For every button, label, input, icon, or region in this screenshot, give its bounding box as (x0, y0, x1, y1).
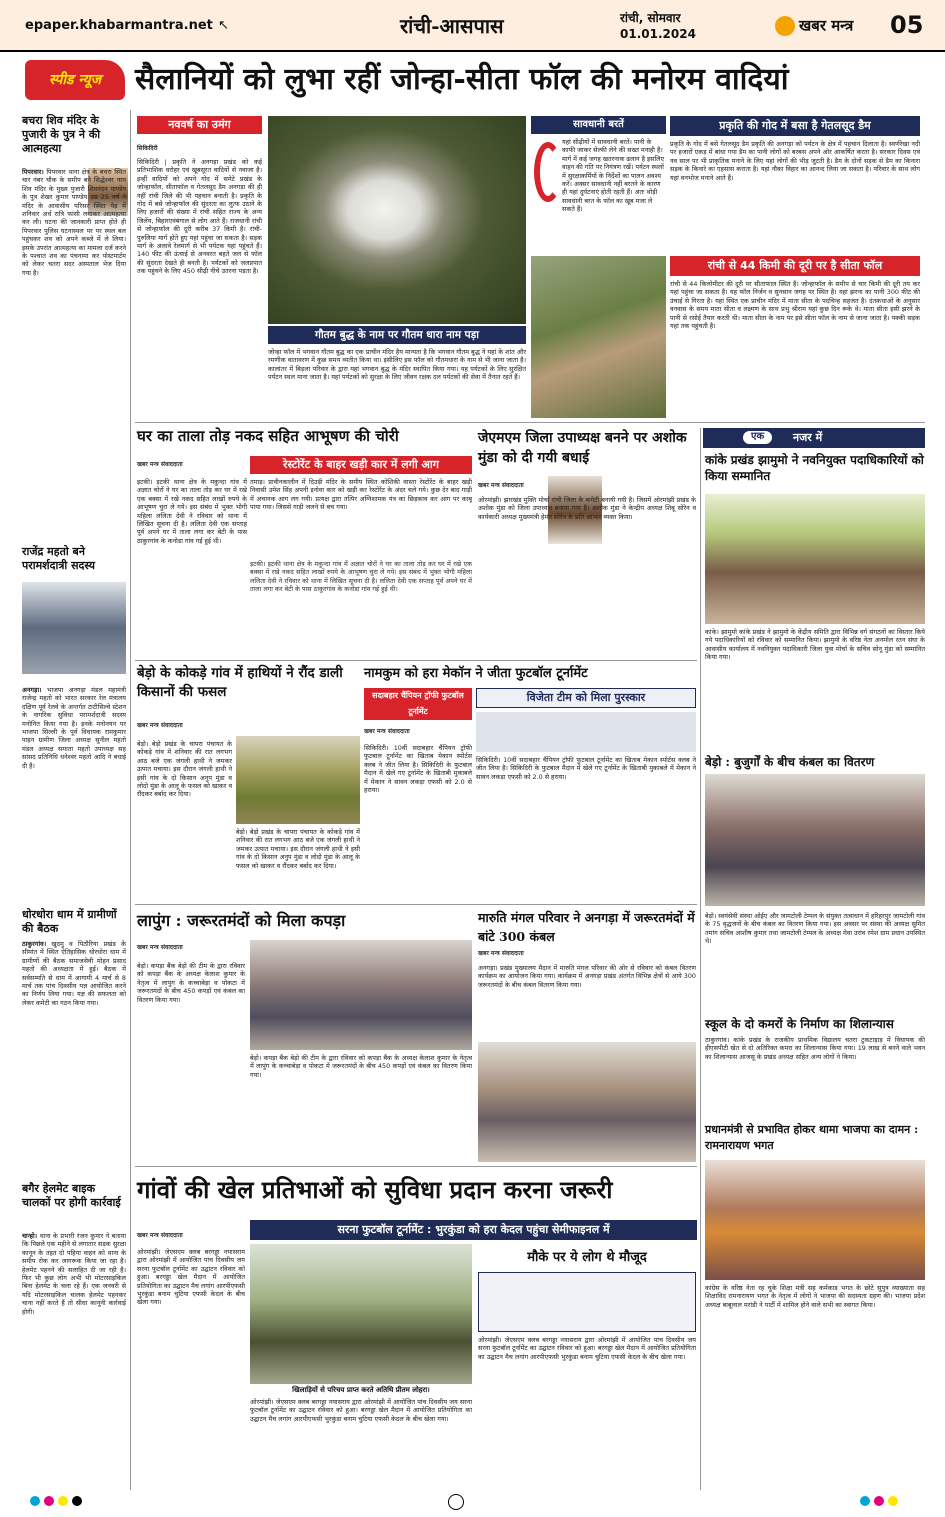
ek-nazar-kicker2: नजर में (793, 431, 823, 444)
epaper-url[interactable]: epaper.khabarmantra.net (25, 18, 213, 33)
left-story3-dateline: ठाकुरगांव। (22, 940, 47, 948)
speed-news-badge (25, 60, 125, 100)
brand-name: खबर मन्त्र (799, 16, 854, 35)
jmm-headline: जेएमएम जिला उपाध्यक्ष बनने पर अशोक मुंडा को दी गयी बधाई (478, 430, 687, 466)
page-header (0, 0, 945, 52)
elephant-byline: खबर मन्त्र संवाददाता (137, 722, 183, 729)
color-registration-left (30, 1496, 86, 1509)
jmm-body: ओरमांझी। झारखंड मुक्ति मोर्चा रांची जिला के कमेटी बनायी गयी है। जिसमें ओरमांझी प्रखंड के अशोक मुंडा को जिला उपाध्यक्ष बनाया गया है। अशोक मुंडा ने केन्द्रीय अध्यक्ष शिबू सोरेन व कार्यकारी अध्यक्ष मुख्यमंत्री हेमंत सोरेन के प्रति आभार व्यक्त किया। (478, 496, 696, 521)
sitafall-title: रांची से 44 किमी की दूरी पर है सीता फॉल (670, 256, 920, 276)
car-fire-body: तमाड़। प्रावीनकालीन में दिउड़ी मंदिर के समीप स्थित कोशिकी वास्ता रेस्टोरेंट के बाहर खड़ी निवासी उमेश सिंह अपनी इनोवा कार को खड़ी कर रेस्टोरेंट के अंदर चले गये। कुछ देर बाद गाड़ी में अचानक आग लग गयी। प्रत्यक्ष द्वारा तत्पिर अग्निशामक यंत्र का छिड़काव कर आग पर काबू पाया गया। जिससे गाड़ी जलने से बच गया। (250, 478, 472, 512)
row-divider (135, 422, 925, 423)
pm-headline: प्रधानमंत्री से प्रभावित होकर थामा भाजपा का दामन : रामनारायण भगत (705, 1123, 919, 1152)
row-divider (135, 904, 697, 905)
school-headline: स्कूल के दो कमरों के निर्माण का शिलान्यास (705, 1017, 894, 1031)
football-body-cont (476, 756, 696, 900)
sarna-body-cont (250, 1398, 472, 1480)
sitafall-photo (531, 256, 666, 418)
lead-headline: सैलानियों को लुभा रहीं जोन्हा-सीता फॉल की मनोरम वादियां (135, 62, 789, 97)
kanke-headline: कांके प्रखंड झामुमो ने नवनियुक्त पदाधिकारियों को किया सम्मानित (705, 453, 924, 483)
caution-title: सावधानी बरतें (531, 116, 666, 134)
sarna-body: ओरमांझी। जेएसएम क्लब बरगड्डा नयासराय द्वारा ओरमांझी में आयोजित पांच दिवसीय जय सरना फुटबॉल टूर्नामेंट का उद्घाटन रविवार को हुआ। बरगड्डा खेल मैदान में आयोजित प्रतियोगिता का उद्घाटन मैच लगांग आरपीएफसी भुरकुंडा बनाम चुटिया एफसी केदल के बीच खेला गया। (137, 1248, 245, 1307)
sarna-photo-caption: खिलाड़ियों से परिचय प्राप्त करते अतिथि प्रीतम लोहरा। (292, 1386, 430, 1394)
winner-title: विजेता टीम को मिला पुरस्कार (526, 691, 646, 704)
left-story4-text: थाना के प्रभारी रंजन कुमार ने बताया कि पिछले एक महीने से लगातार सड़क सुरक्षा कानून के तहत दो पहिया वाहन को थाना के समीप रोक कर जागरूक किया जा रहा है। हेलमेट पहनने की सलाहित दी जा रही है। फिर भी कुछ लोग अभी भी मोटरसाइकिल बिना हेलमेट के चला रहे हैं। एक जनवरी से यदि मोटरसाइकिल चालक हेलमेट पहनकर चाना नहीं करते हैं तो सीधा कानूनी कार्रवाई होगी। (22, 1232, 126, 1316)
jmm-byline: खबर मन्त्र संवाददाता (478, 482, 524, 489)
left-story2-dateline: अनगड़ा। (22, 686, 42, 694)
left-story2-headline: राजेंद्र महतो बने परामर्शदात्री सदस्य (22, 545, 96, 572)
lapung-headline: लापुंग : जरूरतमंदों को मिला कपड़ा (137, 911, 346, 930)
yellow-dot-icon (888, 1496, 898, 1506)
sarna-body-cont2 (478, 1336, 696, 1480)
elephant-body: बेड़ो। बेड़ो प्रखंड के चापरा पंचायत के कोकड़े गांव में शनिवार की रात लगभग आठ बजे एक जंगली हाथी ने जमकर उत्पात मचाया। इस दौरान जंगली हाथी ने इसी गांव के दो किसान अनुप मुंडा व लोदो मुंडा के आलू के फसल को खाकर व रौंदकर बर्बाद कर दिया। (137, 740, 232, 799)
getalsud-title: प्रकृति की गोद में बसा है गेतलसूद डैम (670, 116, 920, 136)
left-story1-headline: बचरा शिव मंदिर के पुजारी के पुत्र ने की आत्महत्या (22, 114, 101, 155)
elephant-body-cont-text: बेड़ो। बेड़ो प्रखंड के चापरा पंचायत के कोकड़े गांव में शनिवार की रात लगभग आठ बजे एक जंगली हाथी ने जमकर उत्पात मचाया। इस दौरान जंगली हाथी ने इसी गांव के दो किसान अनुप मुंडा व लोदो मुंडा के आलू के फसल को खाकर व रौंदकर बर्बाद कर दिया। (236, 828, 360, 870)
maruti-body: अनगड़ा। प्रखंड मुख्यालय मैदान में मारुति मंगल परिवार की ओर से रविवार को कंबल वितरण कार्यक्रम का आयोजन किया गया। कार्यक्रम में अनगड़ा प्रखंड अंतर्गत विभिन्न क्षेत्रों से आये 300 जरूरतमंदों के बीच कंबल वितरण किया गया। (478, 964, 696, 989)
left-story1-text: पिपरवार थाना क्षेत्र के बचरा स्थित चार नंबर चौक के समीप बने सिद्धेश्वर नाथ शिव मंदिर के मुख्य पुजारी शिवनंदन पाण्डेय के पुत्र शेखर कुमार पाण्डेय उम्र 25 वर्ष ने मंदिर के आवासीय परिसर स्थित पेड़ में शनिवार अर्ध रात्रि फांसी लगाकर आत्महत्या कर ली। घटना की जानकारी प्राप्त होते ही पिपरवार पुलिस घटनास्थल पर पर स्थल बल पहुंचकर शव को अपने कब्जे में ले लिया। इसके उपरांत आत्महत्या का मामला दर्ज करने के पश्चात शव का पंचनामा कर पोस्टमार्टम को लेकर चतरा सदर अस्पताल भेज दिया गया है। (22, 168, 126, 277)
bedo-headline: बेड़ो : बुजुर्गों के बीच कंबल का वितरण (705, 755, 875, 769)
lapung-body-cont-text: बेड़ो। कपड़ा बैंक बेड़ो की टीम के द्वारा रविवार को कपड़ा बैंक के अध्यक्ष केलाश कुमार के नेतृत्व में लापुंग के कच्चाबेड़ा व पोकटा में जरूरतमंदों के बीच 450 कपड़ों एवं कंबल का वितरण किया गया। (250, 1054, 472, 1079)
football-kicker: सदाबहार चैंपियन ट्रॉफी फुटबॉल टूर्नामेंट (364, 688, 472, 720)
left-story2-body (22, 686, 126, 902)
waterfall-caption-title: गौतम बुद्ध के नाम पर गौतम धारा नाम पड़ा (268, 326, 526, 344)
bedo-body: बेड़ो। स्वयंसेवी संस्था ओईए और जामटोली टेम्पल के संयुक्त तत्वाधान में हरिहरपुर जामटोली गांव के 75 वृद्धजनों के बीच कंबल का वितरण किया गया। इस अवसर पर संस्था की अध्यक्ष सुमित तमांग सचिव आशीष कुमार तथा जामटोली टेम्पल के अध्यक्ष मेवा उरांव रमेश ग्राम प्रधान उपस्थित थे। (705, 912, 925, 946)
left-story2-text: भाजपा अनगड़ा मंडल महामंत्री राजेन्द्र महतो को भारत सरकार रेल मंत्रालय दक्षिण पूर्व रेलवे के अन्तर्गत टाटीसिल्वे स्टेशन के नागरिक सुविधा परामर्शदात्री सदस्य मनोनित किया गया है। इनके मनोनयन पर भाजपा सिल्ली के पूर्व विधायक रामकुमार पाहन ग्रामीण जिला अध्यक्ष सुनील महतो मंडल अध्यक्ष समाता महतो उपाध्यक्ष सह सांसद प्रतिनिधि धनेश्वर महतो आदि ने बधाई दी है। (22, 686, 126, 770)
left-story3-headline: धोरधोरा धाम में ग्रामीणों की बैठक (22, 908, 117, 935)
magenta-dot-icon (44, 1496, 54, 1506)
theft-body-cont-text: इटकी। इटकी थाना क्षेत्र के मकुन्दा गांव में अज्ञात चोरों ने घर का ताला तोड़ कर घर में रखे एक बक्सा में रखे नकद सहित लाखों रुपये के आभूषण चुरा ले गये। इस संबंध में भुक्त भोगी महिला ललिता देवी ने रविवार को थाना में लिखित सूचना दी है। ललिता देवी एक सप्ताह पूर्व अपने घर में ताला लगा कर बेटी के पास ठाकुरगांव के कनोडा गांव गई हुई थी। (250, 560, 472, 594)
waterfall-caption-text: जोन्हा फॉल में भगवान गौतम बुद्ध का एक प्राचीन मंदिर हैय मान्यता है कि भगवान गौतम बुद्ध ने यहां के शांत और रमणीक वातावरण में कुछ समय व्यतीत किया था। इसीलिए इस फॉल को गौतमधारा के नाम से भी जाना जाता है। कालांतर में बिड़ला परिवार के द्वारा यहां भगवान बुद्ध के मंदिर स्थापित किया गया। यह पर्यटकों के लिए सुरक्षित पर्यटन स्थल माना जाता है। यहां पर्यटकों को सुरक्षा के लिए जीवन रक्षक दल पर्यटकों की सेवा में तैनात रहते हैं। (268, 348, 526, 382)
theft-byline: खबर मन्त्र संवाददाता (137, 461, 183, 468)
football-headline: नामकुम को हरा मेकॉन ने जीता फुटबॉल टूर्नामेंट (364, 666, 588, 681)
yellow-dot-icon (58, 1496, 68, 1506)
football-body-cont-text: सिकिदिरी। 10वीं सदाबहार चैंपियन ट्रॉफी फुटबाल टूर्नामेंट का खिताब मेकान स्पोर्टस क्लब ने जीत लिया है। सिकिदिरी के फुटबाल मैदान में खेले गए टूर्नामेंट के खिताबी मुकाबले में मेकान ने सावन लकड़ा एफसी को 2.0 से हराया। (476, 756, 696, 781)
row-divider (135, 1166, 697, 1167)
mouse-cursor-icon: ↖ (218, 18, 229, 33)
lapung-body: बेड़ो। कपड़ा बैंक बेड़ो की टीम के द्वारा रविवार को कपड़ा बैंक के अध्यक्ष केलाश कुमार के नेतृत्व में लापुंग के कच्चाबेड़ा व पोकटा में जरूरतमंदों के बीच 450 कपड़ों एवं कंबल का वितरण किया गया। (137, 962, 245, 1004)
sarna-body-cont-text: ओरमांझी। जेएसएम क्लब बरगड्डा नयासराय द्वारा ओरमांझी में आयोजित पांच दिवसीय जय सरना फुटबॉल टूर्नामेंट का उद्घाटन रविवार को हुआ। बरगड्डा खेल मैदान में आयोजित प्रतियोगिता का उद्घाटन मैच लगांग आरपीएफसी भुरकुंडा बनाम चुटिया एफसी केदल के बीच खेला गया। (250, 1398, 472, 1423)
registration-mark-icon (448, 1494, 464, 1510)
theft-headline: घर का ताला तोड़ नकद सहित आभूषण की चोरी (137, 427, 399, 445)
elephant-headline: बेड़ो के कोकड़े गांव में हाथियों ने रौंद डाली किसानों की फसल (137, 665, 343, 700)
left-story4-headline: बगैर हेलमेट बाइक चालकों पर होगी कार्रवाई (22, 1182, 121, 1209)
villages-headline: गांवों की खेल प्रतिभाओं को सुविधा प्रदान करना जरूरी (137, 1175, 613, 1204)
black-dot-icon (72, 1496, 82, 1506)
left-story2-photo (22, 582, 126, 674)
dateline (620, 10, 696, 42)
lapung-byline: खबर मन्त्र संवाददाता (137, 944, 183, 951)
elephant-body-cont (236, 828, 360, 900)
sitafall-text: रांची से 44 किलोमीटर की दूरी पर सीताफाल स्थित है। जोन्हाफॉल के समीप से चार किमी की दूरी तय कर यहां पहुंचा जा सकता है। यह फॉल निर्जन व सुनसान जगह पर स्थित है। यहां झरना का पानी 300 फीट की उंचाई से गिरता है। यहां स्थित एक प्राचीन मंदिर में माता सीता के पदचिन्ह सहजत है। दंतकथाओं के अनुसार वनवास के समय माता सीता व लक्ष्मण के साथ प्रभु श्रीराम यहां कुछ दिन रूके थे। माता सीता इसी झरने के पानी से रसोई तैयार करती थी। माता सीता के नाम पर इसे सीता फॉल के नाम से जाना जाता है। पक्की सड़क यहां तक पहुंचती है। (670, 280, 920, 331)
kanke-photo (705, 494, 925, 624)
school-body: ठाकुरगांव। कांके प्रखंड के राजकीय प्राथमिक विद्यालय चतरा टुकटाड़ाड़ में विधायक की हीएसपीटी खेत से दो अतिरिक्त कमरा का शिलान्यास किया गया। 19 लाख से बनने वाले भवन का शिलान्यास आजसू के प्रखंड अध्यक्ष सहित अन्य लोगों ने किया। (705, 1036, 925, 1061)
winner-title-bar (476, 688, 696, 708)
theft-body-cont (250, 560, 472, 656)
color-registration-right (860, 1496, 902, 1509)
lead-body: सिकिदिरी | प्रकृति ने अनगड़ा प्रखंड को कई प्रतिभाशिक धरोहर एवं खूबसूरत वादियों से नवाजा है। इन्हीं वादियों को अपने गोद में समेटे प्रखंड के जोन्हाफॉल, सीताफॉल व गेतलसूद डैम अनगड़ा की ही नहीं रांची जिले की भी पहचान बनाती है। प्रकृति के गोद में बसे जोन्हाफॉल की सुंदरता का लुत्फ उठाने के लिए हजारों की संख्या में रांची सहित राज्य के अन्य जिलेंय, बिहारएवंबंगाल से लोग आते हैं। राजधानी रांची से जोन्हाफॉल की दूरी करीब 37 किमी है। रांची-पुरुलिया मार्ग होते हुए यहां पहुंचा जा सकता है। सड़क मार्ग के अलावे रेलमार्ग से भी पर्यटक यहां पहुंचते हैं। 140 फीट की ऊंचाई से अनवरत बहते जल से फॉल की सुंदरता देखते ही बनती है। पर्यटकों को जलप्रपात तक पहुंचने के लिए 450 सीढ़ी नीचे उतरना पड़ता है। (137, 158, 262, 276)
bedo-photo (705, 774, 925, 906)
left-story1-dateline: पिपरवार। (22, 168, 44, 176)
elephant-photo (236, 736, 360, 824)
row-divider (135, 660, 697, 661)
maruti-byline: खबर मन्त्र संवाददाता (478, 950, 524, 957)
magenta-dot-icon (874, 1496, 884, 1506)
kanke-body: कांके। झामुमो कांके प्रखंड ने झामुमो के केंद्रीय समिति द्वारा विभिन्न वर्ग संगठनों का विस्तार किये गये पदाधिकारियों को रविवार को सम्मानित किया। झामुमो के वरिष्ठ नेता अनमोल रतन संघा के आवासीय कार्यालय में नवनियुक्त पदाधिकारी जिला युवा मोर्चा के सचिव सोनू मुंडा को सम्मानित किया गया। (705, 628, 925, 662)
waterfall-photo (268, 116, 526, 324)
maruti-headline: मारुति मंगल परिवार ने अनगड़ा में जरूरतमंदों में बांटे 300 कंबल (478, 910, 695, 944)
cyan-dot-icon (30, 1496, 40, 1506)
pm-body: कांग्रेस के वरिष्ठ नेता रह चुके शिक्षा मंत्री सह कर्मकाड भगत के छोटे सुपुत्र व्याख्याता सह शिक्षाविद रामनारायण भगत के नेतृत्व में लोगों ने भाजपा की सदस्यता ग्रहण की। भाजपा प्रदेश अध्यक्ष बाबूलाल मरांडी ने पार्टी में शामिल होने वाले सभी का स्वागत किया। (705, 1284, 925, 1309)
sarna-headline: सरना फुटबॉल टूर्नामेंट : भुरकुंडा को हरा केदल पहुंचा सेमीफाइनल में (250, 1220, 697, 1240)
present-title: मौके पर ये लोग थे मौजूद (527, 1250, 647, 1265)
brand (775, 16, 853, 36)
cyan-dot-icon (860, 1496, 870, 1506)
maruti-photo (478, 1042, 696, 1162)
column-divider (130, 110, 131, 1490)
section-title: रांची-आसपास (400, 14, 504, 38)
getalsud-text: प्रकृति के गोद में बसे गेतलसूद डैम प्रकृति की अनगड़ा को पर्यटन के क्षेत्र में पहचान दिलाता है। स्वर्णरेखा नदी पर हजारों एकड़ में बांधा गया डैम का पानी लोगों को बरबस अपने ओर आकर्षित करता है। सरकार दिवस एवं नव साल पर भी प्राकृतिक मनाने के लिए यहां लोगों की भीड़ जुटती है। डैम के दोनों सड़क से डैम का किनारा सड़क के किनारे का एहसास कराता है। यहां नौका विहार का आनन्द लिया जा सकता है। परिवार के साथ लोग यहां वनभोज मनाने आते हैं। (670, 140, 920, 182)
football-body: सिकिदिरी। 10वीं सदाबहार चैंपियन ट्रॉफी फुटबाल टूर्नामेंट का खिताब मेकान स्पोर्टस क्लब ने जीत लिया है। सिकिदिरी के फुटबाल मैदान में खेले गए टूर्नामेंट के खिताबी मुकाबले में मेकान ने सावन लकड़ा एफसी को 2.0 से हराया। (364, 744, 472, 795)
left-story4-body (22, 1232, 126, 1480)
lead-kicker: नववर्ष का उमंग (137, 116, 262, 134)
present-box (478, 1272, 696, 1332)
caution-text: यहां सीढ़ीयों में सावधानी बरतें। पानी के काफी जाकर सेल्फी लेने की सख्त मनाही है। मार्ग में कई जगह खतरनाक ढलान है इसलिए वाहन की गति पर नियंत्रण रखें। पर्यटन स्थलों में सुरक्षाकर्मियों के निर्देशों का पालन अवश्य करें। अक्सर सावधानी नहीं बरतने के कारण ही यहां दुर्घटनाएं होती रहती हैं। अतः थोड़ी सावधानी बरत के फॉल का खूब मजा ले सकते हैं। (562, 138, 664, 214)
car-fire-headline: रेस्टोरेंट के बाहर खड़ी कार में लगी आग (250, 456, 472, 474)
football-photo (476, 712, 696, 752)
left-story3-body (22, 940, 126, 1172)
ek-nazar-kicker: एक (743, 431, 772, 444)
speed-news-label: स्पीड न्यूज (48, 72, 102, 88)
sarna-byline: खबर मन्त्र संवाददाता (137, 1232, 183, 1239)
left-story1-body (22, 168, 126, 523)
left-story3-text: खुदमु व पिठौरिया प्रखंड के सीमांत में स्थित ऐतिहासिक धोरधोरा धाम में ग्रामीणों की बैठक समाजसेवी मोहन प्रसाद महतो की अध्यक्षता में हुई। बैठक में सर्वसम्मति से धाम में आगामी 4 मार्च से 8 मार्च तक पांच दिवसीय यज्ञ आयोजित करने का निर्णय लिया गया। यज्ञ की सफलता को लेकर कमेटी का गठन किया गया। (22, 940, 126, 1007)
lead-dateline: सिकिदिरी (137, 145, 158, 152)
ek-nazar-bar (703, 428, 925, 448)
left-story4-dateline: चान्हो। (22, 1232, 38, 1240)
lapung-body-cont (250, 1054, 472, 1162)
city-day: रांची, सोमवार (620, 11, 681, 25)
sarna-photo (250, 1244, 472, 1384)
pm-photo (705, 1160, 925, 1280)
sarna-body-cont2-text: ओरमांझी। जेएसएम क्लब बरगड्डा नयासराय द्वारा ओरमांझी में आयोजित पांच दिवसीय जय सरना फुटबॉल टूर्नामेंट का उद्घाटन रविवार को हुआ। बरगड्डा खेल मैदान में आयोजित प्रतियोगिता का उद्घाटन मैच लगांग आरपीएफसी भुरकुंडा बनाम चुटिया एफसी केदल के बीच खेला गया। (478, 1336, 696, 1361)
issue-date: 01.01.2024 (620, 27, 696, 41)
page-number: 05 (890, 11, 924, 39)
lapung-photo (250, 940, 472, 1050)
brand-logo-icon (775, 16, 795, 36)
caution-icon (534, 142, 562, 202)
football-byline: खबर मन्त्र संवाददाता (364, 728, 410, 735)
column-divider (700, 428, 701, 1490)
theft-body: इटकी। इटकी थाना क्षेत्र के मकुन्दा गांव में अज्ञात चोरों ने घर का ताला तोड़ कर घर में रखे एक बक्सा में रखे नकद सहित लाखों रुपये के आभूषण चुरा ले गये। इस संबंध में भुक्त भोगी महिला ललिता देवी ने रविवार को थाना में लिखित सूचना दी है। ललिता देवी एक सप्ताह पूर्व अपने घर में ताला लगा कर बेटी के पास ठाकुरगांव के कनोडा गांव गई हुई थी। (137, 478, 247, 545)
